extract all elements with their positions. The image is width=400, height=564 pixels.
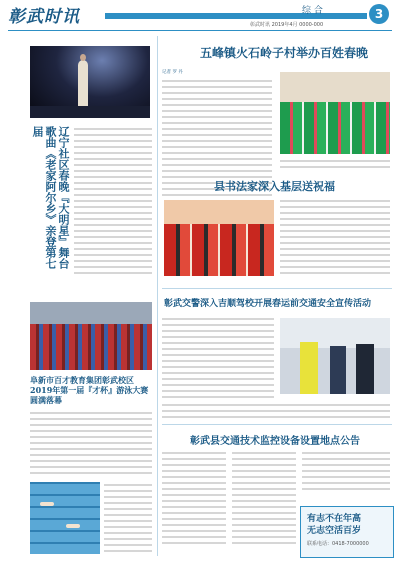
article-a5-text-bottom	[104, 484, 152, 556]
section-divider-2	[162, 424, 392, 425]
masthead-bar	[105, 13, 367, 19]
column-divider	[157, 36, 158, 556]
masthead-divider	[8, 30, 392, 31]
headline-a6: 彰武县交通技术监控设备设置地点公告	[190, 436, 360, 447]
article-a6-text-col1	[162, 452, 226, 548]
stage-photo	[30, 46, 150, 118]
headline-a2: 辽宁社区春晚『大明星』舞台歌曲《老家阿尔乡》亲登第七届	[31, 126, 70, 269]
page-number: 3	[369, 4, 389, 24]
ad-line-1: 有志不在年高	[307, 514, 362, 524]
article-a6-text-col3	[302, 452, 390, 494]
headline-a4: 彰武交警深入吉顺驾校开展春运前交通安全宣传活动	[164, 299, 372, 309]
advertisement	[300, 506, 394, 558]
byline-a1: 记者 罗 丹	[162, 70, 183, 75]
dance-photo	[280, 72, 390, 154]
masthead	[0, 0, 400, 30]
article-a3-text	[280, 200, 390, 278]
section-label: 综 合	[302, 6, 323, 16]
swimming-photo	[30, 482, 100, 554]
headline-a3: 县书法家深入基层送祝福	[214, 180, 335, 193]
newspaper-title: 彰武时讯	[8, 7, 80, 27]
traffic-police-photo	[280, 318, 390, 394]
article-a2-text	[74, 128, 152, 278]
article-a5-text	[30, 412, 152, 478]
section-divider	[162, 288, 392, 289]
article-a4-text	[162, 318, 274, 402]
calligraphy-photo	[164, 200, 274, 276]
ad-contact: 联系电话：0418-7000000	[307, 541, 369, 547]
headline-a1: 五峰镇火石岭子村举办百姓春晚	[200, 46, 369, 60]
article-a6-text-col2	[232, 452, 296, 548]
audience-photo	[30, 302, 152, 370]
article-a4-text-bottom	[162, 404, 390, 422]
article-a1-text-right	[280, 160, 390, 172]
ad-line-2: 无志空活百岁	[307, 526, 362, 536]
issue-info: 彰武时讯 2019年4月 0000-000	[250, 22, 324, 28]
headline-a5: 阜新市百才教育集团彰武校区2019年第一届『才杯』游泳大赛圆满落幕	[30, 375, 149, 405]
